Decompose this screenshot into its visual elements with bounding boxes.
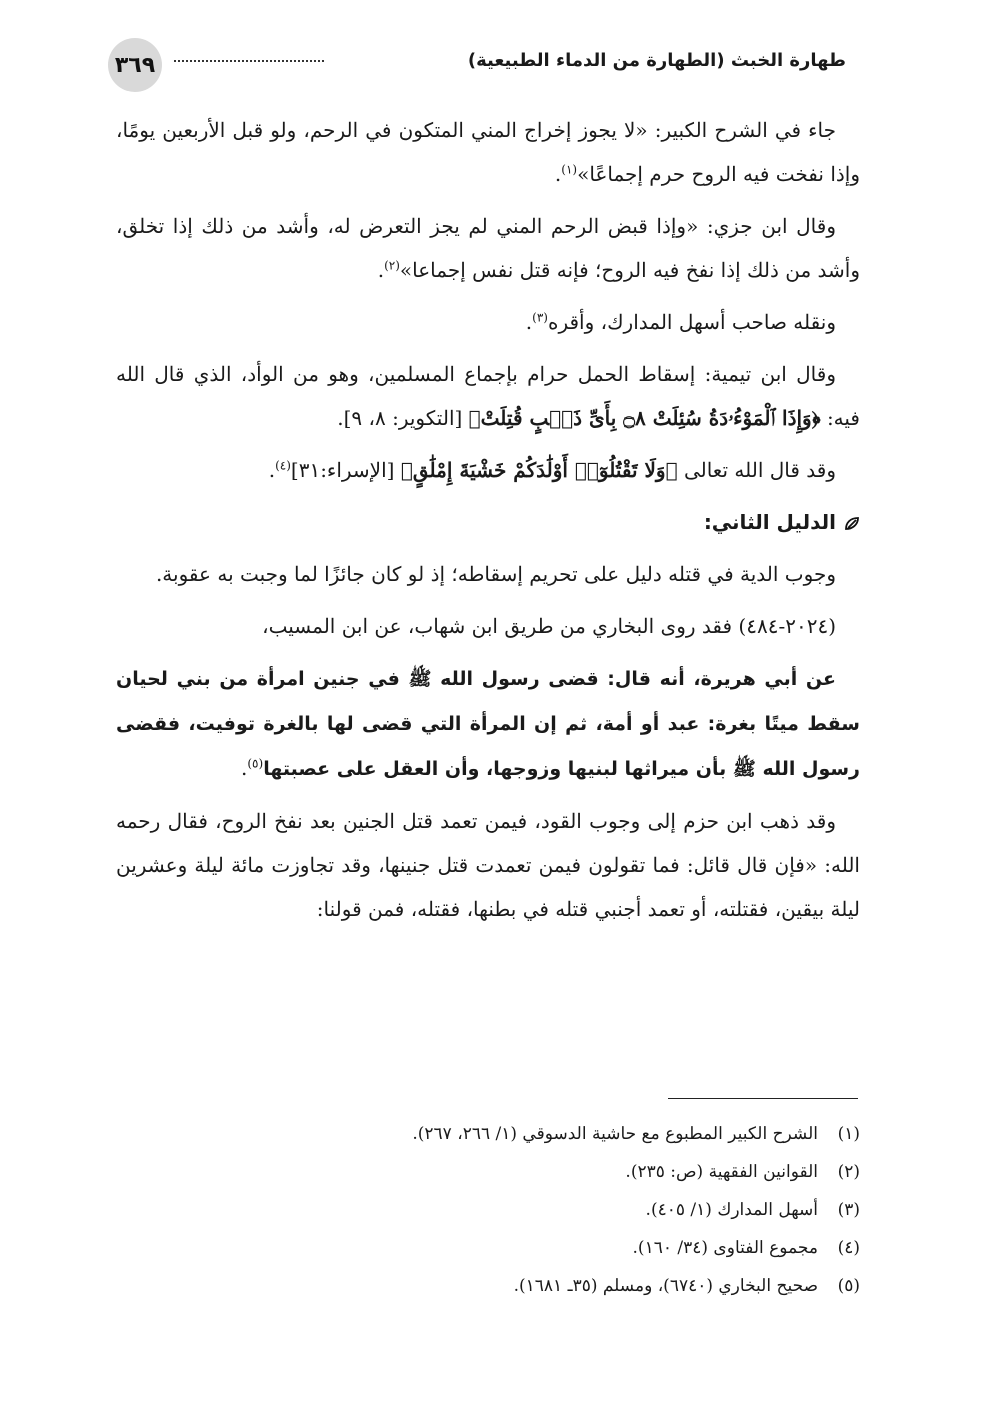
footnote-number: (٥)	[837, 1276, 860, 1296]
paragraph-text: (٢٠٢٤-٤٨٤) فقد روى البخاري من طريق ابن شهاب، عن ابن المسيب،	[262, 614, 836, 638]
footnote-divider	[668, 1098, 858, 1099]
footnote-item	[116, 1153, 860, 1191]
body-text	[116, 108, 860, 939]
section-heading	[116, 500, 860, 544]
paragraph-1	[116, 108, 860, 196]
footnote-item	[116, 1115, 860, 1153]
footnote-ref: (٤)	[275, 458, 291, 473]
page-number: ٣٦٩	[108, 38, 162, 92]
quran-verse: ﴿وَإِذَا ٱلْمَوْءُۥدَةُ سُئِلَتْ ۝٨ بِأَىِّ ذَنۢبٍ قُتِلَتْ﴾	[468, 406, 821, 430]
paragraph-4	[116, 352, 860, 440]
footnote-item	[116, 1191, 860, 1229]
punctuation: .	[554, 162, 562, 186]
paragraph-6	[116, 552, 860, 596]
punctuation: .	[377, 258, 385, 282]
verse-citation: [الإسراء:٣١]	[290, 458, 395, 482]
footnote-text: صحيح البخاري (٦٧٤٠)، ومسلم (٣٥ـ ١٦٨١).	[513, 1276, 818, 1296]
footnote-item	[116, 1267, 860, 1305]
hadith-text	[116, 656, 860, 791]
footnote-number: (٣)	[837, 1200, 860, 1220]
paragraph-3	[116, 300, 860, 344]
paragraph-text: وقد قال الله تعالى	[683, 458, 836, 482]
paragraph-text: وقال ابن جزي: «وإذا قبض الرحم المني لم يجز التعرض له، وأشد من ذلك إذا تخلق، وأشد من ذلك إذا نفخ فيه الروح؛ فإنه قتل نفس إجماعا»	[116, 214, 860, 282]
paragraph-2	[116, 204, 860, 292]
punctuation: .	[241, 756, 248, 780]
paragraph-7	[116, 604, 860, 648]
footnotes	[116, 1115, 860, 1305]
paragraph-text: جاء في الشرح الكبير: «لا يجوز إخراج المني المتكون في الرحم، ولو قبل الأربعين يومًا، وإذا نفخت فيه الروح حرم إجماعًا»	[116, 118, 860, 186]
footnote-text: الشرح الكبير المطبوع مع حاشية الدسوقي (١/ ٢٦٦، ٢٦٧).	[412, 1124, 818, 1144]
running-title: طهارة الخبث (الطهارة من الدماء الطبيعية)	[467, 50, 846, 71]
footnote-text: القوانين الفقهية (ص: ٢٣٥).	[625, 1162, 818, 1182]
paragraph-text: وجوب الدية في قتله دليل على تحريم إسقاطه؛ إذ لو كان جائزًا لما وجبت به عقوبة.	[155, 562, 836, 586]
punctuation: .	[525, 310, 533, 334]
footnote-ref: (٣)	[532, 310, 548, 325]
heading-text: الدليل الثاني:	[703, 510, 836, 534]
paragraph-9	[116, 799, 860, 931]
paragraph-text: عن أبي هريرة، أنه قال: قضى رسول الله ﷺ في جنين امرأة من بني لحيان سقط ميتًا بغرة: عبد أو أمة، ثم إن المرأة التي قضى لها بالغرة توفيت، فقضى رسول الله ﷺ بأن ميراثها لبنيها وزوجها، وأن العقل على عصبتها	[116, 668, 860, 780]
footnote-ref: (١)	[561, 162, 578, 177]
footnote-number: (٤)	[837, 1238, 860, 1258]
footnote-text: مجموع الفتاوى (٣٤/ ١٦٠).	[632, 1238, 818, 1258]
leaf-bullet-icon	[844, 516, 860, 532]
verse-citation: [التكوير: ٨، ٩].	[337, 406, 463, 430]
dotted-leader	[174, 60, 324, 62]
quran-verse: ﴿وَلَا تَقْتُلُوٓا۟ أَوْلَٰدَكُمْ خَشْيَةَ إِمْلَٰقٍ﴾	[400, 458, 678, 482]
paragraph-text: ونقله صاحب أسهل المدارك، وأقره	[547, 310, 836, 334]
footnote-ref: (٢)	[384, 258, 400, 273]
punctuation: .	[268, 458, 276, 482]
paragraph-text: وقد ذهب ابن حزم إلى وجوب القود، فيمن تعمد قتل الجنين بعد نفخ الروح، فقال رحمه الله: «فإن قال قائل: فما تقولون فيمن تعمدت قتل جنينها، وقد تجاوزت مائة ليلة وعشرين ليلة بيقين، فقتلته، أو تعمد أجنبي قتله في بطنها، فقتله، فمن قولنا:	[116, 809, 860, 921]
footnote-number: (٢)	[837, 1162, 860, 1182]
page-header	[108, 36, 860, 98]
footnote-number: (١)	[837, 1124, 860, 1144]
paragraph-5	[116, 448, 860, 492]
paragraph-text: وقال ابن تيمية: إسقاط الحمل حرام بإجماع المسلمين، وهو من الوأد، الذي قال الله فيه:	[116, 362, 860, 430]
footnote-text: أسهل المدارك (١/ ٤٠٥).	[645, 1200, 818, 1220]
footnote-item	[116, 1229, 860, 1267]
footnote-ref: (٥)	[247, 756, 264, 771]
